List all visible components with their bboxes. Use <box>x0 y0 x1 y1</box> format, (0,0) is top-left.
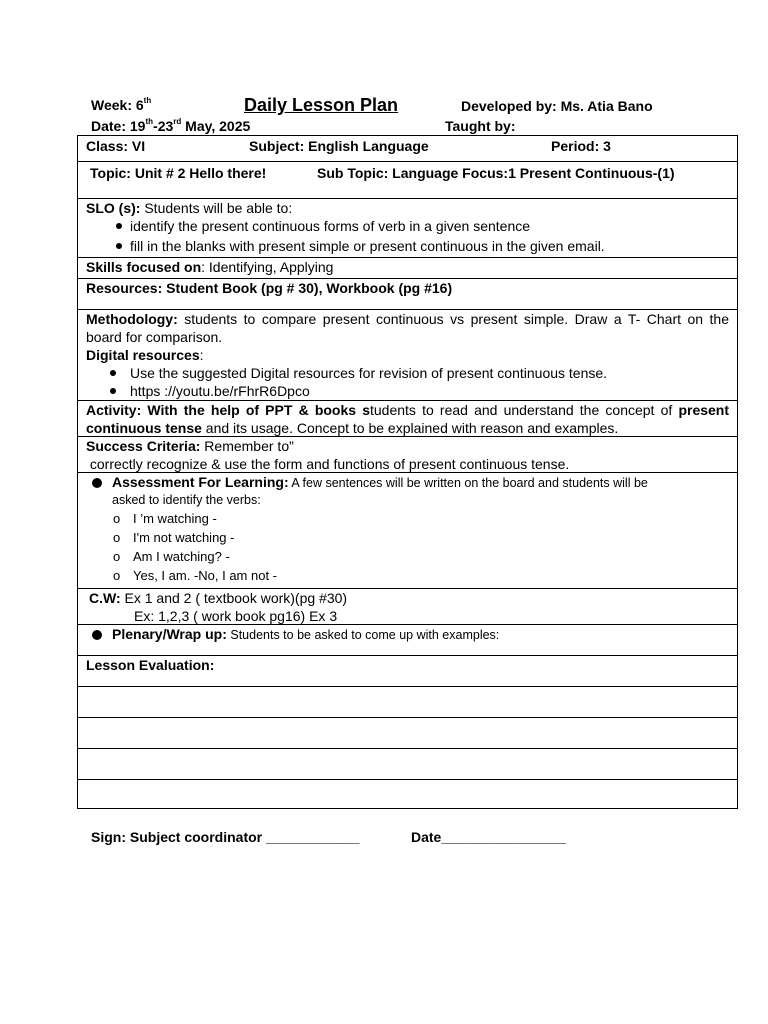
subject-label: Subject: English Language <box>249 138 429 154</box>
bullet-icon <box>92 478 102 488</box>
sign-coordinator: Sign: Subject coordinator ____________ <box>91 829 360 845</box>
class-label: Class: VI <box>86 138 146 154</box>
bullet-icon <box>110 388 116 394</box>
list-marker: o <box>113 549 121 564</box>
assessment-heading: Assessment For Learning: A few sentences will be written on the board and students will be <box>112 474 648 490</box>
slo-item: fill in the blanks with present simple or present continuous in the given email. <box>130 238 605 254</box>
period-label: Period: 3 <box>551 138 611 154</box>
slo-heading: SLO (s): Students will be able to: <box>86 200 293 216</box>
bullet-icon <box>110 370 116 376</box>
methodology-text: Methodology: students to compare present continuous vs present simple. Draw a T- Chart on the board for comparison. <box>86 311 729 345</box>
success-criteria-text: correctly recognize & use the form and functions of present continuous tense. <box>86 456 570 472</box>
digital-resources-heading: Digital resources: <box>86 347 204 363</box>
lesson-plan-table <box>77 135 738 809</box>
classwork-heading: C.W: Ex 1 and 2 ( textbook work)(pg #30) <box>89 590 348 606</box>
assessment-item: I ’m watching - <box>133 511 217 526</box>
topic-label: Topic: Unit # 2 Hello there! <box>90 165 267 181</box>
success-criteria-heading: Success Criteria: Remember to” <box>86 438 294 454</box>
date-label: Date: 19th-23rd May, 2025 <box>91 117 251 134</box>
assessment-text: asked to identify the verbs: <box>112 493 261 507</box>
list-marker: o <box>113 511 121 526</box>
bullet-icon <box>116 223 122 229</box>
skills-focused: Skills focused on: Identifying, Applying <box>86 259 334 275</box>
week-label: Week: 6th <box>91 96 152 113</box>
subtopic-label: Sub Topic: Language Focus:1 Present Continuous-(1) <box>317 165 675 181</box>
taught-by: Taught by: <box>445 118 516 134</box>
plenary-heading: Plenary/Wrap up: Students to be asked to come up with examples: <box>112 626 500 642</box>
developed-by: Developed by: Ms. Atia Bano <box>461 98 653 114</box>
assessment-item: Yes, I am. -No, I am not - <box>133 568 278 583</box>
slo-item: identify the present continuous forms of verb in a given sentence <box>130 218 531 234</box>
page-title: Daily Lesson Plan <box>244 95 399 115</box>
list-marker: o <box>113 530 121 545</box>
lesson-evaluation-label: Lesson Evaluation: <box>86 657 215 673</box>
bullet-icon <box>92 630 102 640</box>
bullet-icon <box>116 243 122 249</box>
assessment-item: Am I watching? - <box>133 549 230 564</box>
list-marker: o <box>113 568 121 583</box>
assessment-item: I'm not watching - <box>133 530 235 545</box>
digital-resource-item: Use the suggested Digital resources for revision of present continuous tense. <box>130 365 608 381</box>
activity-text: Activity: With the help of PPT & books students to read and understand the concept of present continuous tense and its usage. Concept to be explained with reason and examples. <box>86 402 730 436</box>
footer-date: Date________________ <box>411 829 566 845</box>
resources-label: Resources: Student Book (pg # 30), Workbook (pg #16) <box>86 280 453 296</box>
digital-resource-link: https ://youtu.be/rFhrR6Dpco <box>130 383 310 399</box>
classwork-text: Ex: 1,2,3 ( work book pg16) Ex 3 <box>134 608 338 624</box>
